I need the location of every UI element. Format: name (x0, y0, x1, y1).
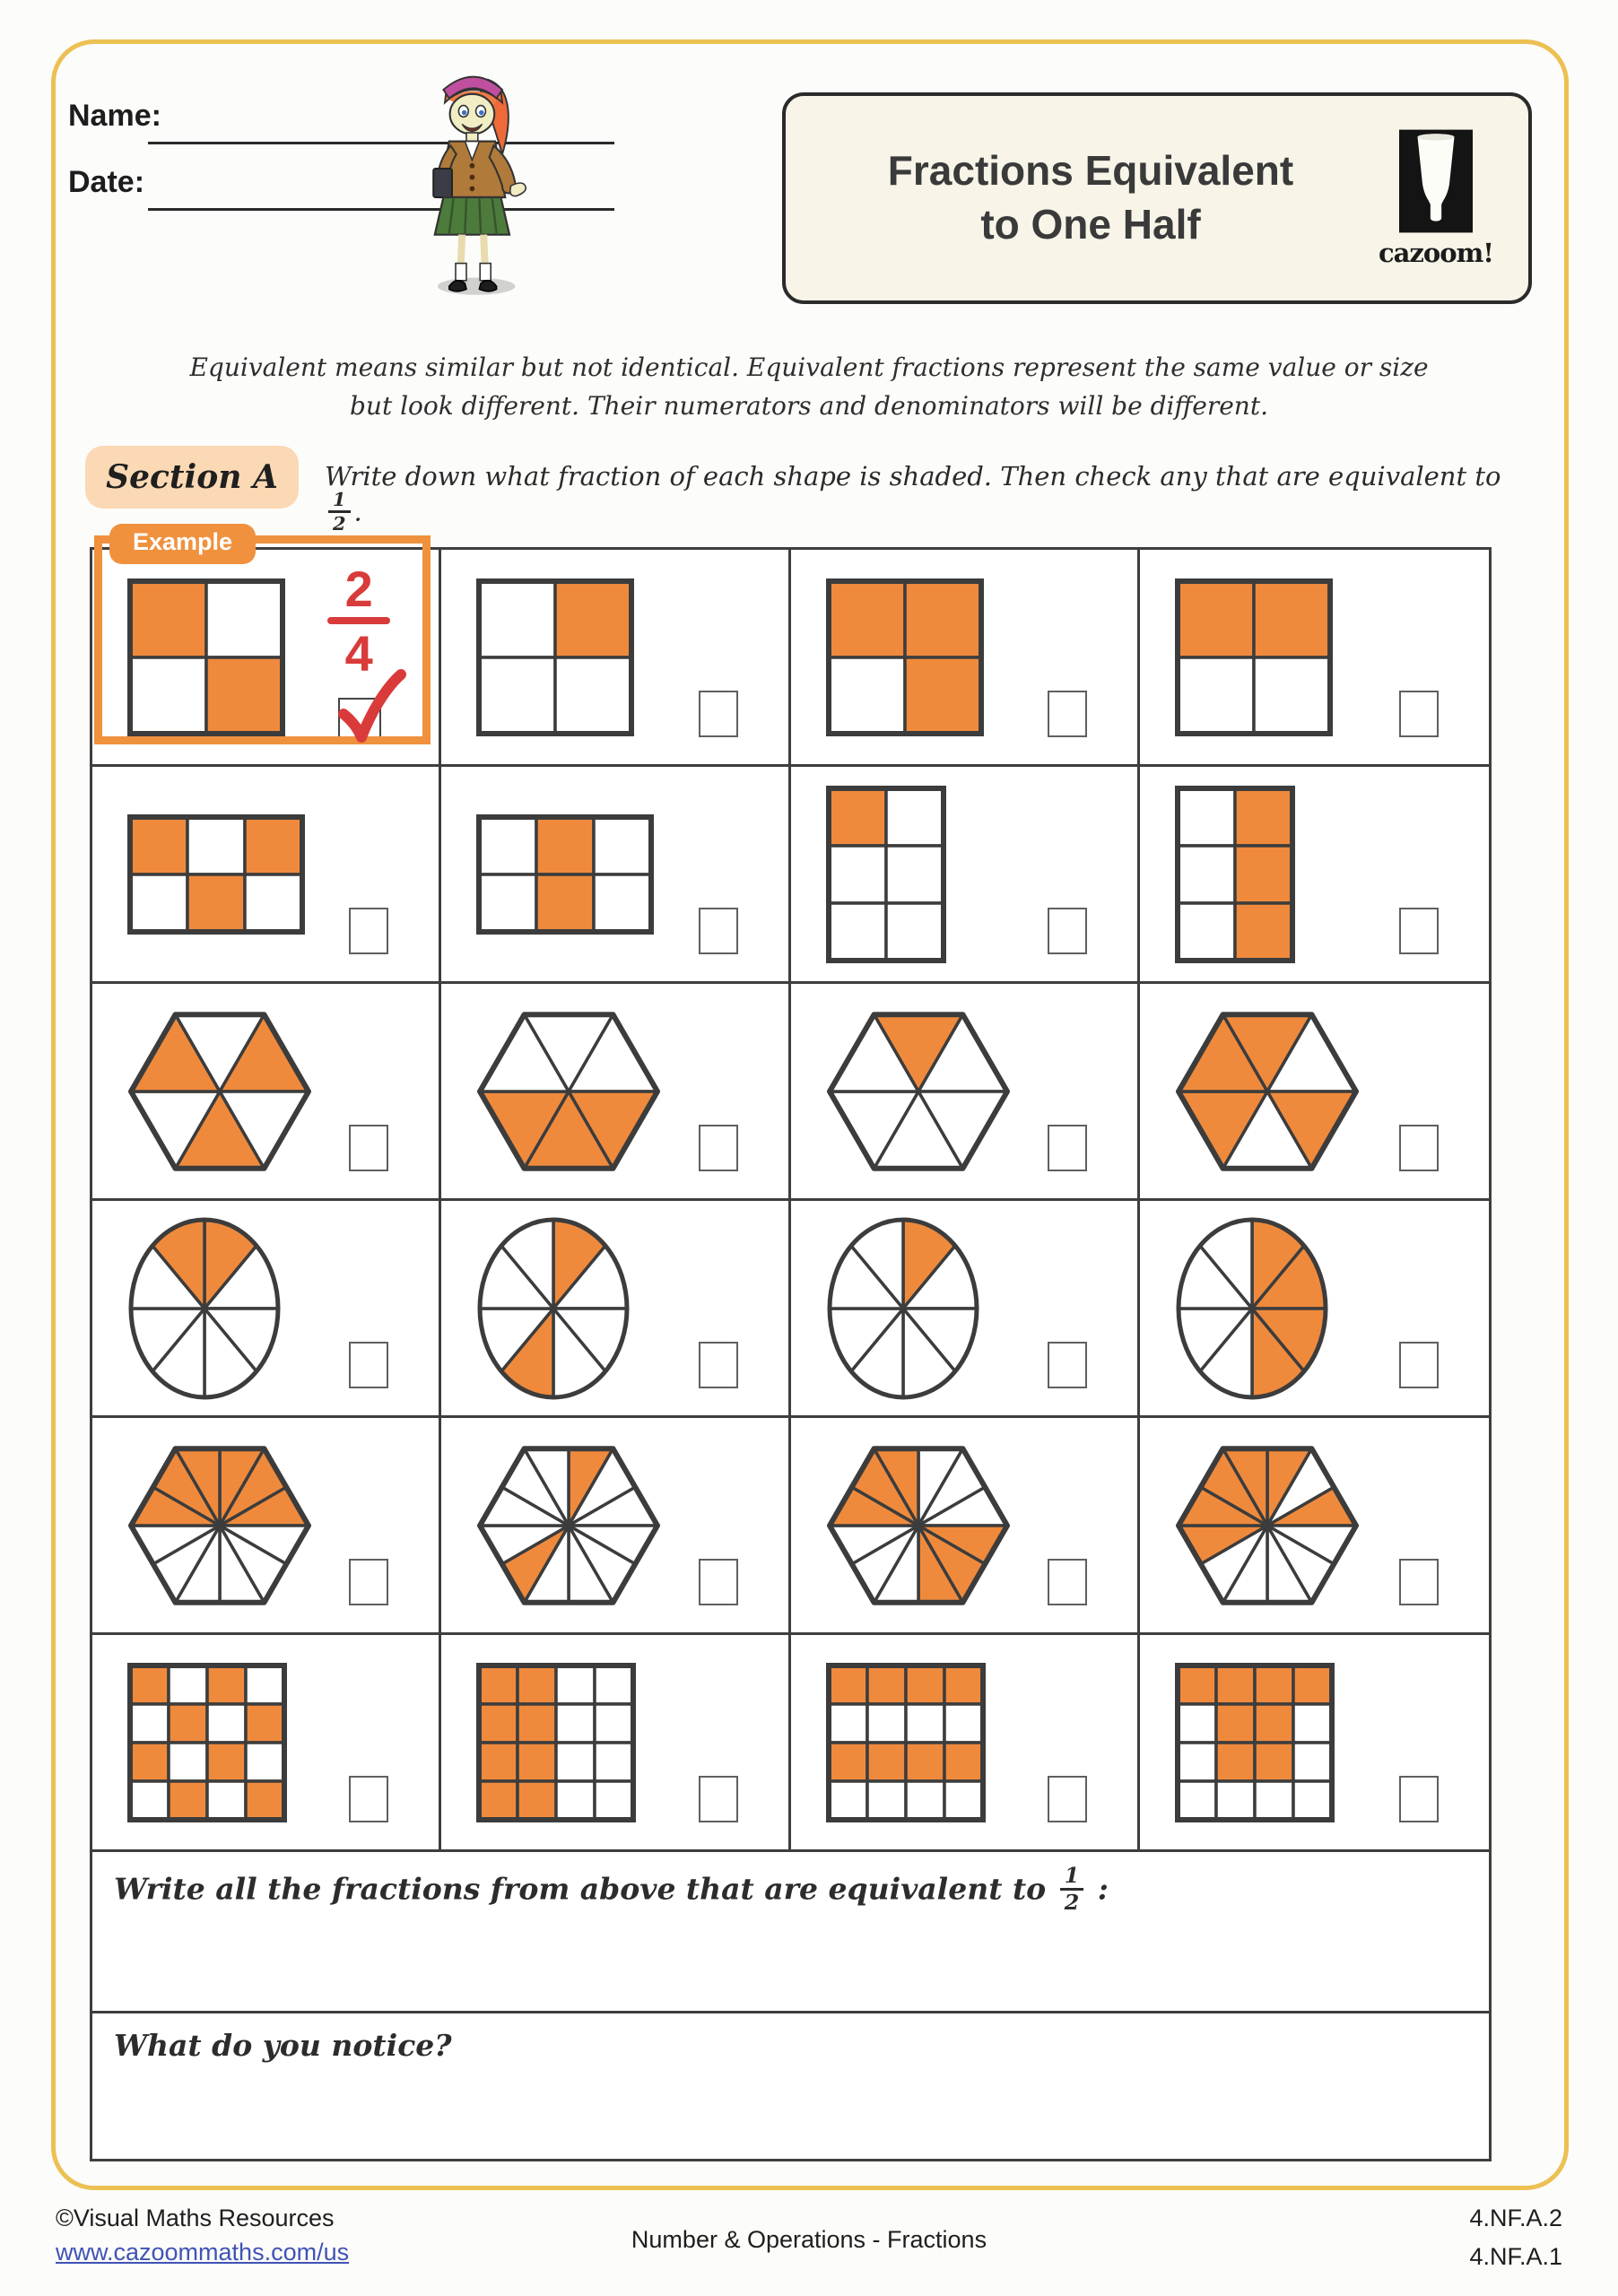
equivalence-checkbox[interactable] (1399, 1776, 1439, 1822)
shape-container (825, 578, 985, 737)
footer-topic: Number & Operations - Fractions (631, 2226, 987, 2253)
fraction-shape (1174, 785, 1296, 964)
worksheet-cell (1140, 984, 1489, 1201)
worksheet-cell (1140, 767, 1489, 984)
fraction-shape (825, 1444, 1012, 1607)
equivalence-checkbox[interactable] (1048, 1559, 1087, 1605)
worksheet-cell (441, 984, 790, 1201)
fraction-shape (475, 1215, 631, 1402)
fraction-shape (825, 1010, 1012, 1173)
worksheet-description: Equivalent means similar but not identical. Equivalent fractions represent the same value or size but look different. Their numerators and denominators will be different. (189, 352, 1429, 422)
footer-standards (1469, 2199, 1562, 2276)
write-equivalent-fractions-answer-area[interactable] (92, 1852, 1489, 2013)
fraction-shape (126, 1662, 288, 1823)
worksheet-cell (791, 1201, 1140, 1418)
shape-container (1174, 1444, 1361, 1607)
worksheet-cell (441, 1201, 790, 1418)
worksheet-cell (92, 767, 441, 984)
fraction-shape (1174, 1215, 1330, 1402)
worksheet-cell (791, 550, 1140, 767)
equivalence-checkbox[interactable] (349, 908, 388, 954)
notice-prompt: What do you notice? (114, 2028, 452, 2063)
equivalence-checkbox[interactable] (349, 1559, 388, 1605)
equivalence-checkbox[interactable] (1399, 1125, 1439, 1171)
equivalence-checkbox[interactable] (1399, 908, 1439, 954)
worksheet-cell (92, 1635, 441, 1852)
worksheet-title: Fractions Equivalent to One Half (887, 147, 1294, 248)
footer-standard-2: 4.NF.A.1 (1469, 2243, 1562, 2271)
equivalence-checkbox[interactable] (1399, 691, 1439, 737)
shape-container (1174, 1215, 1330, 1402)
equivalence-checkbox[interactable] (699, 1559, 738, 1605)
shape-container (825, 1444, 1012, 1607)
shape-container (1174, 578, 1334, 737)
equivalence-checkbox[interactable] (1048, 1776, 1087, 1822)
worksheet-cell (92, 1418, 441, 1635)
equivalence-checkbox[interactable] (699, 691, 738, 737)
student-girl-illustration (402, 59, 545, 300)
worksheet-cell (791, 767, 1140, 984)
equivalence-checkbox[interactable] (1399, 1342, 1439, 1388)
fraction-shape (126, 1215, 283, 1402)
equivalence-checkbox[interactable] (1399, 1559, 1439, 1605)
name-label: Name: (68, 99, 161, 133)
fraction-shape (126, 578, 286, 737)
cazoom-logo (1369, 129, 1503, 268)
fraction-shape (475, 1444, 662, 1607)
fraction-shape (1174, 1444, 1361, 1607)
worksheet-cell (92, 528, 441, 767)
equivalence-checkbox[interactable] (349, 1776, 388, 1822)
what-do-you-notice-answer-area[interactable] (92, 2013, 1489, 2159)
footer-copyright: ©Visual Maths Resources (56, 2205, 335, 2231)
worksheet-cell (441, 767, 790, 984)
section-a-badge: Section A (85, 446, 299, 509)
equivalence-checkbox[interactable] (699, 1776, 738, 1822)
fraction-shape (475, 578, 635, 737)
shape-container (1174, 1662, 1335, 1823)
equivalence-checkbox[interactable] (699, 1125, 738, 1171)
fraction-shape (475, 1662, 637, 1823)
shape-container (825, 1215, 981, 1402)
fraction-shape (825, 578, 985, 737)
fraction-shape (126, 1444, 313, 1607)
example-fraction-answer: 2 4 (326, 564, 392, 679)
fraction-shape (475, 813, 655, 935)
equivalence-checkbox[interactable] (1048, 908, 1087, 954)
worksheet-cell (92, 984, 441, 1201)
worksheet-cell (1140, 1635, 1489, 1852)
fraction-shape (1174, 1662, 1335, 1823)
shape-container (1174, 785, 1296, 964)
fraction-shape (126, 813, 306, 935)
section-a-instruction: Write down what fraction of each shape is shaded. Then check any that are equivalent to $\frac{1}{2}$ . (325, 461, 1501, 535)
write-fractions-prompt: Write all the fractions from above that are equivalent to $\frac{1}{2}$ : (114, 1863, 1109, 1915)
worksheet-cell (441, 1418, 790, 1635)
worksheet-cell (791, 1418, 1140, 1635)
equivalence-checkbox[interactable] (699, 908, 738, 954)
footer-url-link[interactable]: www.cazoommaths.com/us (56, 2239, 350, 2266)
worksheet-cell (1140, 1418, 1489, 1635)
shape-container (475, 1010, 662, 1173)
red-checkmark-icon (333, 662, 410, 748)
worksheet-cell (1140, 550, 1489, 767)
footer-standard-1: 4.NF.A.2 (1469, 2205, 1562, 2231)
fraction-shape (1174, 1010, 1361, 1173)
one-half-fraction: $\frac{1}{2}$ (328, 490, 351, 534)
worksheet-cell (791, 1635, 1140, 1852)
equivalence-checkbox[interactable] (338, 698, 381, 743)
shape-container (126, 1444, 313, 1607)
fraction-shape (475, 1010, 662, 1173)
fraction-shape (126, 1010, 313, 1173)
date-label: Date: (68, 165, 145, 199)
worksheet-cell (1140, 1201, 1489, 1418)
title-box (782, 92, 1532, 304)
shape-container (126, 1215, 283, 1402)
shape-container (126, 1010, 313, 1173)
shape-container (825, 1662, 987, 1823)
shape-container (475, 578, 635, 737)
fraction-shapes-table (90, 528, 1492, 2161)
equivalence-checkbox[interactable] (349, 1342, 388, 1388)
cazoom-logo-glass-icon (1399, 129, 1473, 233)
shape-container (1174, 1010, 1361, 1173)
worksheet-cell (441, 1635, 790, 1852)
shape-container (475, 813, 655, 935)
fraction-shape (825, 1662, 987, 1823)
fraction-shape (825, 785, 947, 964)
one-half-fraction: $\frac{1}{2}$ (1060, 1865, 1084, 1914)
cazoom-logo-text: cazoom! (1378, 237, 1494, 268)
worksheet-cell (791, 984, 1140, 1201)
equivalence-checkbox[interactable] (699, 1342, 738, 1388)
fraction-shape (825, 1215, 981, 1402)
shape-container (475, 1662, 637, 1823)
shape-container (126, 1662, 288, 1823)
shape-container (825, 785, 947, 964)
fraction-shape (1174, 578, 1334, 737)
equivalence-checkbox[interactable] (1048, 1125, 1087, 1171)
shape-container (475, 1215, 631, 1402)
shape-container (126, 578, 286, 737)
shape-container (475, 1444, 662, 1607)
worksheet-cell (92, 1201, 441, 1418)
equivalence-checkbox[interactable] (1048, 1342, 1087, 1388)
shape-container (825, 1010, 1012, 1173)
example-tab-label: Example (109, 524, 256, 564)
equivalence-checkbox[interactable] (1048, 691, 1087, 737)
shape-container (126, 813, 306, 935)
worksheet-cell (441, 550, 790, 767)
equivalence-checkbox[interactable] (349, 1125, 388, 1171)
